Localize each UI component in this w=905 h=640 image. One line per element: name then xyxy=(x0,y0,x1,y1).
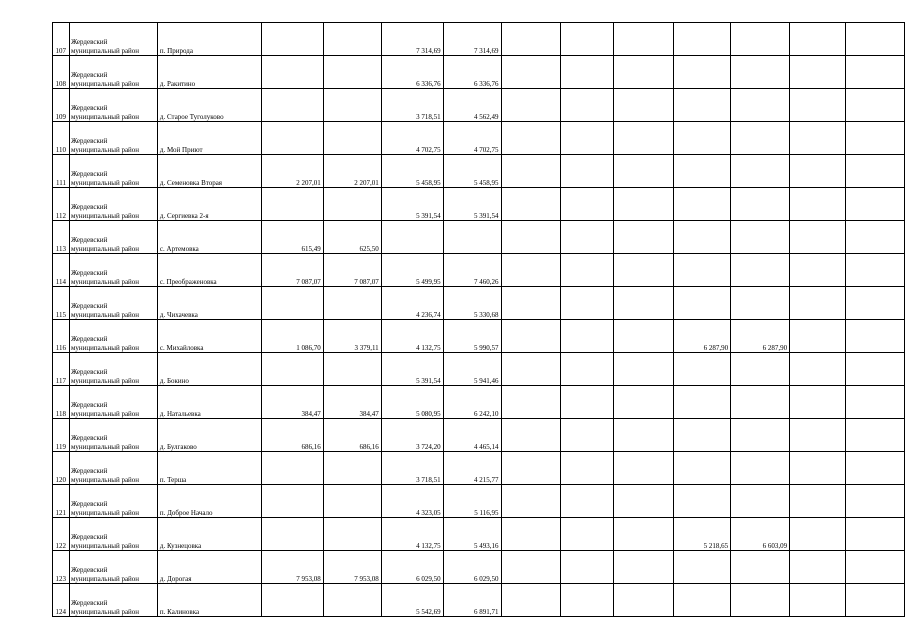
district-cell: Жердевский муниципальный район xyxy=(69,386,157,419)
value-cell xyxy=(674,56,731,89)
value-cell: 7 460,26 xyxy=(443,254,501,287)
value-cell xyxy=(790,188,846,221)
value-cell xyxy=(846,56,905,89)
value-cell xyxy=(561,485,614,518)
table-row xyxy=(53,254,905,287)
value-cell xyxy=(790,386,846,419)
table-row xyxy=(53,221,905,254)
value-cell xyxy=(790,551,846,584)
row-number-cell: 121 xyxy=(53,485,70,518)
value-cell xyxy=(501,320,561,353)
value-cell: 5 116,95 xyxy=(443,485,501,518)
value-cell xyxy=(501,122,561,155)
value-cell xyxy=(731,155,790,188)
value-cell xyxy=(846,551,905,584)
value-cell xyxy=(323,485,381,518)
value-cell xyxy=(731,254,790,287)
value-cell: 6 029,50 xyxy=(443,551,501,584)
value-cell xyxy=(561,221,614,254)
value-cell xyxy=(261,56,323,89)
value-cell xyxy=(674,584,731,617)
table-row xyxy=(53,551,905,584)
row-number-cell: 122 xyxy=(53,518,70,551)
value-cell xyxy=(790,221,846,254)
district-cell: Жердевский муниципальный район xyxy=(69,254,157,287)
value-cell xyxy=(323,452,381,485)
value-cell xyxy=(846,419,905,452)
value-cell: 6 029,50 xyxy=(381,551,443,584)
value-cell: 4 215,77 xyxy=(443,452,501,485)
value-cell xyxy=(790,155,846,188)
value-cell xyxy=(846,353,905,386)
value-cell xyxy=(674,89,731,122)
value-cell: 7 953,08 xyxy=(323,551,381,584)
value-cell: 384,47 xyxy=(261,386,323,419)
value-cell xyxy=(674,122,731,155)
value-cell xyxy=(790,320,846,353)
value-cell: 4 702,75 xyxy=(381,122,443,155)
value-cell xyxy=(261,89,323,122)
value-cell xyxy=(846,452,905,485)
value-cell xyxy=(790,122,846,155)
value-cell xyxy=(381,221,443,254)
value-cell xyxy=(614,452,674,485)
value-cell: 5 493,16 xyxy=(443,518,501,551)
value-cell xyxy=(501,452,561,485)
value-cell xyxy=(790,485,846,518)
settlement-cell: д. Мой Приют xyxy=(157,122,261,155)
row-number-cell: 119 xyxy=(53,419,70,452)
value-cell xyxy=(731,56,790,89)
district-cell: Жердевский муниципальный район xyxy=(69,23,157,56)
value-cell xyxy=(501,353,561,386)
district-cell: Жердевский муниципальный район xyxy=(69,320,157,353)
value-cell xyxy=(561,386,614,419)
value-cell xyxy=(614,551,674,584)
value-cell: 3 718,51 xyxy=(381,452,443,485)
table-row xyxy=(53,386,905,419)
value-cell: 6 336,76 xyxy=(381,56,443,89)
value-cell: 686,16 xyxy=(323,419,381,452)
value-cell: 5 391,54 xyxy=(443,188,501,221)
row-number-cell: 113 xyxy=(53,221,70,254)
table-row xyxy=(53,287,905,320)
value-cell: 3 379,11 xyxy=(323,320,381,353)
table-row xyxy=(53,584,905,617)
value-cell xyxy=(561,353,614,386)
value-cell: 5 080,95 xyxy=(381,386,443,419)
value-cell xyxy=(846,155,905,188)
table-row xyxy=(53,518,905,551)
settlement-cell: п. Калиновка xyxy=(157,584,261,617)
district-cell: Жердевский муниципальный район xyxy=(69,221,157,254)
value-cell: 7 314,69 xyxy=(443,23,501,56)
settlement-cell: п. Доброе Начало xyxy=(157,485,261,518)
value-cell: 7 087,07 xyxy=(261,254,323,287)
value-cell: 6 242,10 xyxy=(443,386,501,419)
value-cell xyxy=(614,221,674,254)
value-cell xyxy=(501,89,561,122)
value-cell xyxy=(731,551,790,584)
value-cell xyxy=(323,188,381,221)
value-cell xyxy=(614,287,674,320)
value-cell: 686,16 xyxy=(261,419,323,452)
value-cell: 4 236,74 xyxy=(381,287,443,320)
district-cell: Жердевский муниципальный район xyxy=(69,188,157,221)
value-cell xyxy=(561,254,614,287)
value-cell xyxy=(674,386,731,419)
table-row xyxy=(53,23,905,56)
value-cell: 625,50 xyxy=(323,221,381,254)
value-cell xyxy=(501,551,561,584)
value-cell: 3 724,20 xyxy=(381,419,443,452)
value-cell xyxy=(501,254,561,287)
value-cell xyxy=(501,155,561,188)
value-cell xyxy=(614,188,674,221)
table-row xyxy=(53,188,905,221)
value-cell xyxy=(561,419,614,452)
value-cell xyxy=(614,353,674,386)
table-row xyxy=(53,419,905,452)
value-cell xyxy=(674,287,731,320)
value-cell xyxy=(790,419,846,452)
value-cell: 5 458,95 xyxy=(381,155,443,188)
table-row xyxy=(53,353,905,386)
value-cell: 384,47 xyxy=(323,386,381,419)
value-cell: 2 207,01 xyxy=(261,155,323,188)
value-cell xyxy=(614,518,674,551)
value-cell xyxy=(261,122,323,155)
value-cell xyxy=(846,122,905,155)
value-cell xyxy=(731,122,790,155)
value-cell xyxy=(261,353,323,386)
value-cell xyxy=(261,287,323,320)
value-cell xyxy=(614,122,674,155)
settlement-cell: д. Ракитино xyxy=(157,56,261,89)
row-number-cell: 114 xyxy=(53,254,70,287)
row-number-cell: 108 xyxy=(53,56,70,89)
table-row xyxy=(53,452,905,485)
district-cell: Жердевский муниципальный район xyxy=(69,89,157,122)
value-cell xyxy=(561,188,614,221)
value-cell: 4 132,75 xyxy=(381,320,443,353)
value-cell: 4 465,14 xyxy=(443,419,501,452)
value-cell: 6 891,71 xyxy=(443,584,501,617)
value-cell xyxy=(731,386,790,419)
row-number-cell: 120 xyxy=(53,452,70,485)
table-row xyxy=(53,485,905,518)
settlement-cell: с. Преображеновка xyxy=(157,254,261,287)
value-cell: 5 391,54 xyxy=(381,353,443,386)
value-cell xyxy=(790,353,846,386)
value-cell xyxy=(323,23,381,56)
value-cell: 3 718,51 xyxy=(381,89,443,122)
table-row xyxy=(53,89,905,122)
value-cell xyxy=(501,221,561,254)
value-cell xyxy=(614,419,674,452)
value-cell xyxy=(561,551,614,584)
value-cell: 5 499,95 xyxy=(381,254,443,287)
row-number-cell: 115 xyxy=(53,287,70,320)
district-cell: Жердевский муниципальный район xyxy=(69,485,157,518)
value-cell xyxy=(561,287,614,320)
value-cell xyxy=(674,353,731,386)
value-cell xyxy=(846,518,905,551)
value-cell xyxy=(614,254,674,287)
value-cell xyxy=(790,518,846,551)
value-cell xyxy=(614,386,674,419)
value-cell: 5 542,69 xyxy=(381,584,443,617)
district-cell: Жердевский муниципальный район xyxy=(69,353,157,386)
value-cell xyxy=(846,89,905,122)
value-cell xyxy=(501,56,561,89)
table-row xyxy=(53,56,905,89)
value-cell xyxy=(790,452,846,485)
value-cell xyxy=(846,584,905,617)
value-cell xyxy=(731,89,790,122)
value-cell xyxy=(674,155,731,188)
value-cell xyxy=(501,386,561,419)
value-cell: 5 391,54 xyxy=(381,188,443,221)
table-row xyxy=(53,320,905,353)
row-number-cell: 107 xyxy=(53,23,70,56)
value-cell xyxy=(261,188,323,221)
district-cell: Жердевский муниципальный район xyxy=(69,452,157,485)
value-cell xyxy=(261,485,323,518)
row-number-cell: 123 xyxy=(53,551,70,584)
value-cell xyxy=(261,518,323,551)
value-cell xyxy=(731,23,790,56)
value-cell xyxy=(323,287,381,320)
value-cell xyxy=(674,188,731,221)
value-cell xyxy=(731,419,790,452)
value-cell xyxy=(731,584,790,617)
row-number-cell: 118 xyxy=(53,386,70,419)
district-cell: Жердевский муниципальный район xyxy=(69,518,157,551)
value-cell: 6 336,76 xyxy=(443,56,501,89)
settlement-cell: д. Старое Туголуково xyxy=(157,89,261,122)
value-cell: 4 132,75 xyxy=(381,518,443,551)
settlement-cell: д. Натальевка xyxy=(157,386,261,419)
value-cell xyxy=(614,155,674,188)
value-cell xyxy=(561,452,614,485)
value-cell xyxy=(674,221,731,254)
settlement-cell: д. Чихачевка xyxy=(157,287,261,320)
value-cell xyxy=(323,518,381,551)
value-cell: 7 953,08 xyxy=(261,551,323,584)
table-row xyxy=(53,122,905,155)
value-cell xyxy=(561,584,614,617)
settlement-cell: д. Семеновка Вторая xyxy=(157,155,261,188)
row-number-cell: 124 xyxy=(53,584,70,617)
settlement-cell: с. Михайловка xyxy=(157,320,261,353)
value-cell xyxy=(501,485,561,518)
row-number-cell: 111 xyxy=(53,155,70,188)
value-cell xyxy=(323,89,381,122)
table-row xyxy=(53,155,905,188)
value-cell: 615,49 xyxy=(261,221,323,254)
value-cell xyxy=(561,89,614,122)
value-cell xyxy=(846,23,905,56)
row-number-cell: 112 xyxy=(53,188,70,221)
value-cell xyxy=(501,23,561,56)
value-cell xyxy=(501,419,561,452)
value-cell xyxy=(323,584,381,617)
value-cell xyxy=(790,584,846,617)
settlement-cell: п. Природа xyxy=(157,23,261,56)
value-cell xyxy=(561,23,614,56)
value-cell xyxy=(674,452,731,485)
value-cell xyxy=(561,122,614,155)
value-cell: 7 314,69 xyxy=(381,23,443,56)
value-cell xyxy=(790,56,846,89)
value-cell xyxy=(614,23,674,56)
value-cell xyxy=(731,287,790,320)
value-cell xyxy=(261,452,323,485)
value-cell xyxy=(501,518,561,551)
district-cell: Жердевский муниципальный район xyxy=(69,287,157,320)
value-cell xyxy=(614,56,674,89)
value-cell: 5 330,68 xyxy=(443,287,501,320)
value-cell xyxy=(561,56,614,89)
district-cell: Жердевский муниципальный район xyxy=(69,155,157,188)
value-cell xyxy=(731,485,790,518)
value-cell: 4 323,05 xyxy=(381,485,443,518)
value-cell xyxy=(731,452,790,485)
value-cell: 1 086,70 xyxy=(261,320,323,353)
value-cell xyxy=(323,122,381,155)
district-cell: Жердевский муниципальный район xyxy=(69,122,157,155)
district-cell: Жердевский муниципальный район xyxy=(69,56,157,89)
value-cell: 7 087,07 xyxy=(323,254,381,287)
tariff-table xyxy=(52,22,905,617)
value-cell xyxy=(614,89,674,122)
row-number-cell: 116 xyxy=(53,320,70,353)
table-body xyxy=(53,23,905,617)
settlement-cell: д. Сергиевка 2-я xyxy=(157,188,261,221)
value-cell xyxy=(790,287,846,320)
value-cell xyxy=(443,221,501,254)
row-number-cell: 109 xyxy=(53,89,70,122)
value-cell xyxy=(614,320,674,353)
row-number-cell: 117 xyxy=(53,353,70,386)
value-cell xyxy=(846,188,905,221)
district-cell: Жердевский муниципальный район xyxy=(69,584,157,617)
value-cell xyxy=(674,551,731,584)
value-cell xyxy=(846,320,905,353)
value-cell: 6 287,90 xyxy=(674,320,731,353)
value-cell xyxy=(561,518,614,551)
value-cell: 5 458,95 xyxy=(443,155,501,188)
value-cell: 5 218,65 xyxy=(674,518,731,551)
value-cell xyxy=(846,254,905,287)
value-cell xyxy=(561,320,614,353)
row-number-cell: 110 xyxy=(53,122,70,155)
value-cell: 5 990,57 xyxy=(443,320,501,353)
value-cell: 6 287,90 xyxy=(731,320,790,353)
value-cell xyxy=(790,23,846,56)
settlement-cell: д. Бокино xyxy=(157,353,261,386)
district-cell: Жердевский муниципальный район xyxy=(69,419,157,452)
value-cell xyxy=(790,89,846,122)
settlement-cell: п. Терша xyxy=(157,452,261,485)
value-cell xyxy=(323,353,381,386)
value-cell xyxy=(261,584,323,617)
value-cell xyxy=(614,485,674,518)
settlement-cell: д. Дорогая xyxy=(157,551,261,584)
value-cell: 5 941,46 xyxy=(443,353,501,386)
value-cell xyxy=(846,485,905,518)
value-cell xyxy=(846,386,905,419)
settlement-cell: д. Булгаково xyxy=(157,419,261,452)
district-cell: Жердевский муниципальный район xyxy=(69,551,157,584)
value-cell xyxy=(790,254,846,287)
value-cell xyxy=(501,584,561,617)
value-cell xyxy=(674,419,731,452)
value-cell xyxy=(614,584,674,617)
value-cell xyxy=(501,287,561,320)
value-cell xyxy=(731,221,790,254)
settlement-cell: д. Кузнецовка xyxy=(157,518,261,551)
value-cell xyxy=(674,254,731,287)
settlement-cell: с. Артемовка xyxy=(157,221,261,254)
value-cell: 6 603,09 xyxy=(731,518,790,551)
value-cell xyxy=(501,188,561,221)
value-cell: 4 702,75 xyxy=(443,122,501,155)
value-cell xyxy=(323,56,381,89)
value-cell: 4 562,49 xyxy=(443,89,501,122)
value-cell xyxy=(674,23,731,56)
value-cell xyxy=(846,287,905,320)
value-cell: 2 207,01 xyxy=(323,155,381,188)
value-cell xyxy=(846,221,905,254)
value-cell xyxy=(731,188,790,221)
value-cell xyxy=(561,155,614,188)
value-cell xyxy=(261,23,323,56)
value-cell xyxy=(731,353,790,386)
value-cell xyxy=(674,485,731,518)
